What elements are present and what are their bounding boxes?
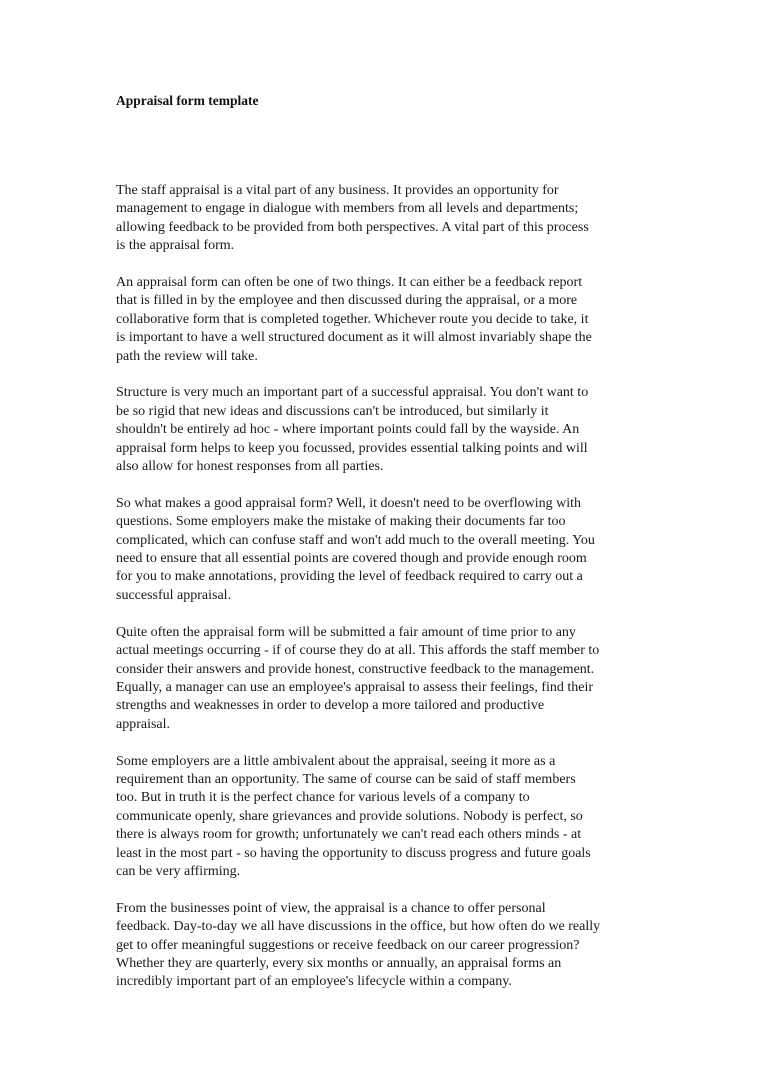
document-body — [116, 182, 656, 1010]
text-line: also allow for honest responses from all parties. — [116, 459, 384, 475]
text-line: actual meetings occurring - if of course they do at all. This affords the staff member to — [116, 643, 600, 659]
text-line: collaborative form that is completed together. Whichever route you decide to take, it — [116, 311, 589, 327]
paragraph-5 — [116, 624, 656, 734]
text-line: path the review will take. — [116, 348, 258, 364]
text-line: complicated, which can confuse staff and won't add much to the overall meeting. You — [116, 532, 595, 548]
paragraph-7 — [116, 900, 656, 992]
paragraph-1 — [116, 182, 656, 256]
text-line: requirement than an opportunity. The same of course can be said of staff members — [116, 771, 576, 787]
text-line: can be very affirming. — [116, 863, 241, 879]
text-line: feedback. Day-to-day we all have discussions in the office, but how often do we really — [116, 919, 601, 935]
text-line: appraisal. — [116, 716, 171, 732]
text-line: strengths and weaknesses in order to develop a more tailored and productive — [116, 698, 545, 714]
text-line: is the appraisal form. — [116, 238, 235, 254]
text-line: for you to make annotations, providing the level of feedback required to carry out a — [116, 569, 583, 585]
paragraph-6 — [116, 753, 656, 882]
text-line: consider their answers and provide honest, constructive feedback to the management. — [116, 661, 595, 677]
text-line: get to offer meaningful suggestions or receive feedback on our career progression? — [116, 937, 580, 953]
text-line: The staff appraisal is a vital part of any business. It provides an opportunity for — [116, 183, 559, 198]
text-line: least in the most part - so having the opportunity to discuss progress and future goals — [116, 845, 591, 861]
text-line: be so rigid that new ideas and discussions can't be introduced, but similarly it — [116, 403, 549, 419]
text-line: allowing feedback to be provided from both perspectives. A vital part of this process — [116, 219, 589, 235]
text-line: is important to have a well structured document as it will almost invariably shape the — [116, 330, 592, 346]
text-line: Some employers are a little ambivalent about the appraisal, seeing it more as a — [116, 753, 556, 769]
text-line: need to ensure that all essential points are covered though and provide enough room — [116, 551, 587, 567]
text-line: Quite often the appraisal form will be submitted a fair amount of time prior to any — [116, 624, 576, 640]
text-line: too. But in truth it is the perfect chance for various levels of a company to — [116, 790, 530, 806]
text-line: Equally, a manager can use an employee's appraisal to assess their feelings, find their — [116, 679, 594, 695]
text-line: An appraisal form can often be one of two things. It can either be a feedback report — [116, 275, 583, 291]
text-line: From the businesses point of view, the appraisal is a chance to offer personal — [116, 900, 546, 916]
text-line: there is always room for growth; unfortunately we can't read each others minds - at — [116, 827, 582, 843]
text-line: shouldn't be entirely ad hoc - where important points could fall by the wayside. An — [116, 422, 580, 438]
text-line: Whether they are quarterly, every six months or annually, an appraisal forms an — [116, 955, 562, 971]
text-line: successful appraisal. — [116, 587, 232, 603]
document-title: Appraisal form template — [116, 93, 259, 108]
text-line: that is filled in by the employee and then discussed during the appraisal, or a more — [116, 293, 578, 309]
text-line: questions. Some employers make the mistake of making their documents far too — [116, 514, 566, 530]
text-line: appraisal form helps to keep you focussed, provides essential talking points and will — [116, 440, 588, 456]
paragraph-2 — [116, 274, 656, 366]
text-line: communicate openly, share grievances and provide solutions. Nobody is perfect, so — [116, 808, 583, 824]
text-line: incredibly important part of an employee's lifecycle within a company. — [116, 974, 512, 990]
paragraph-4 — [116, 495, 656, 605]
text-line: So what makes a good appraisal form? Well, it doesn't need to be overflowing with — [116, 495, 581, 511]
text-line: management to engage in dialogue with members from all levels and departments; — [116, 201, 579, 217]
text-line: Structure is very much an important part of a successful appraisal. You don't want to — [116, 385, 589, 401]
paragraph-3 — [116, 384, 656, 476]
